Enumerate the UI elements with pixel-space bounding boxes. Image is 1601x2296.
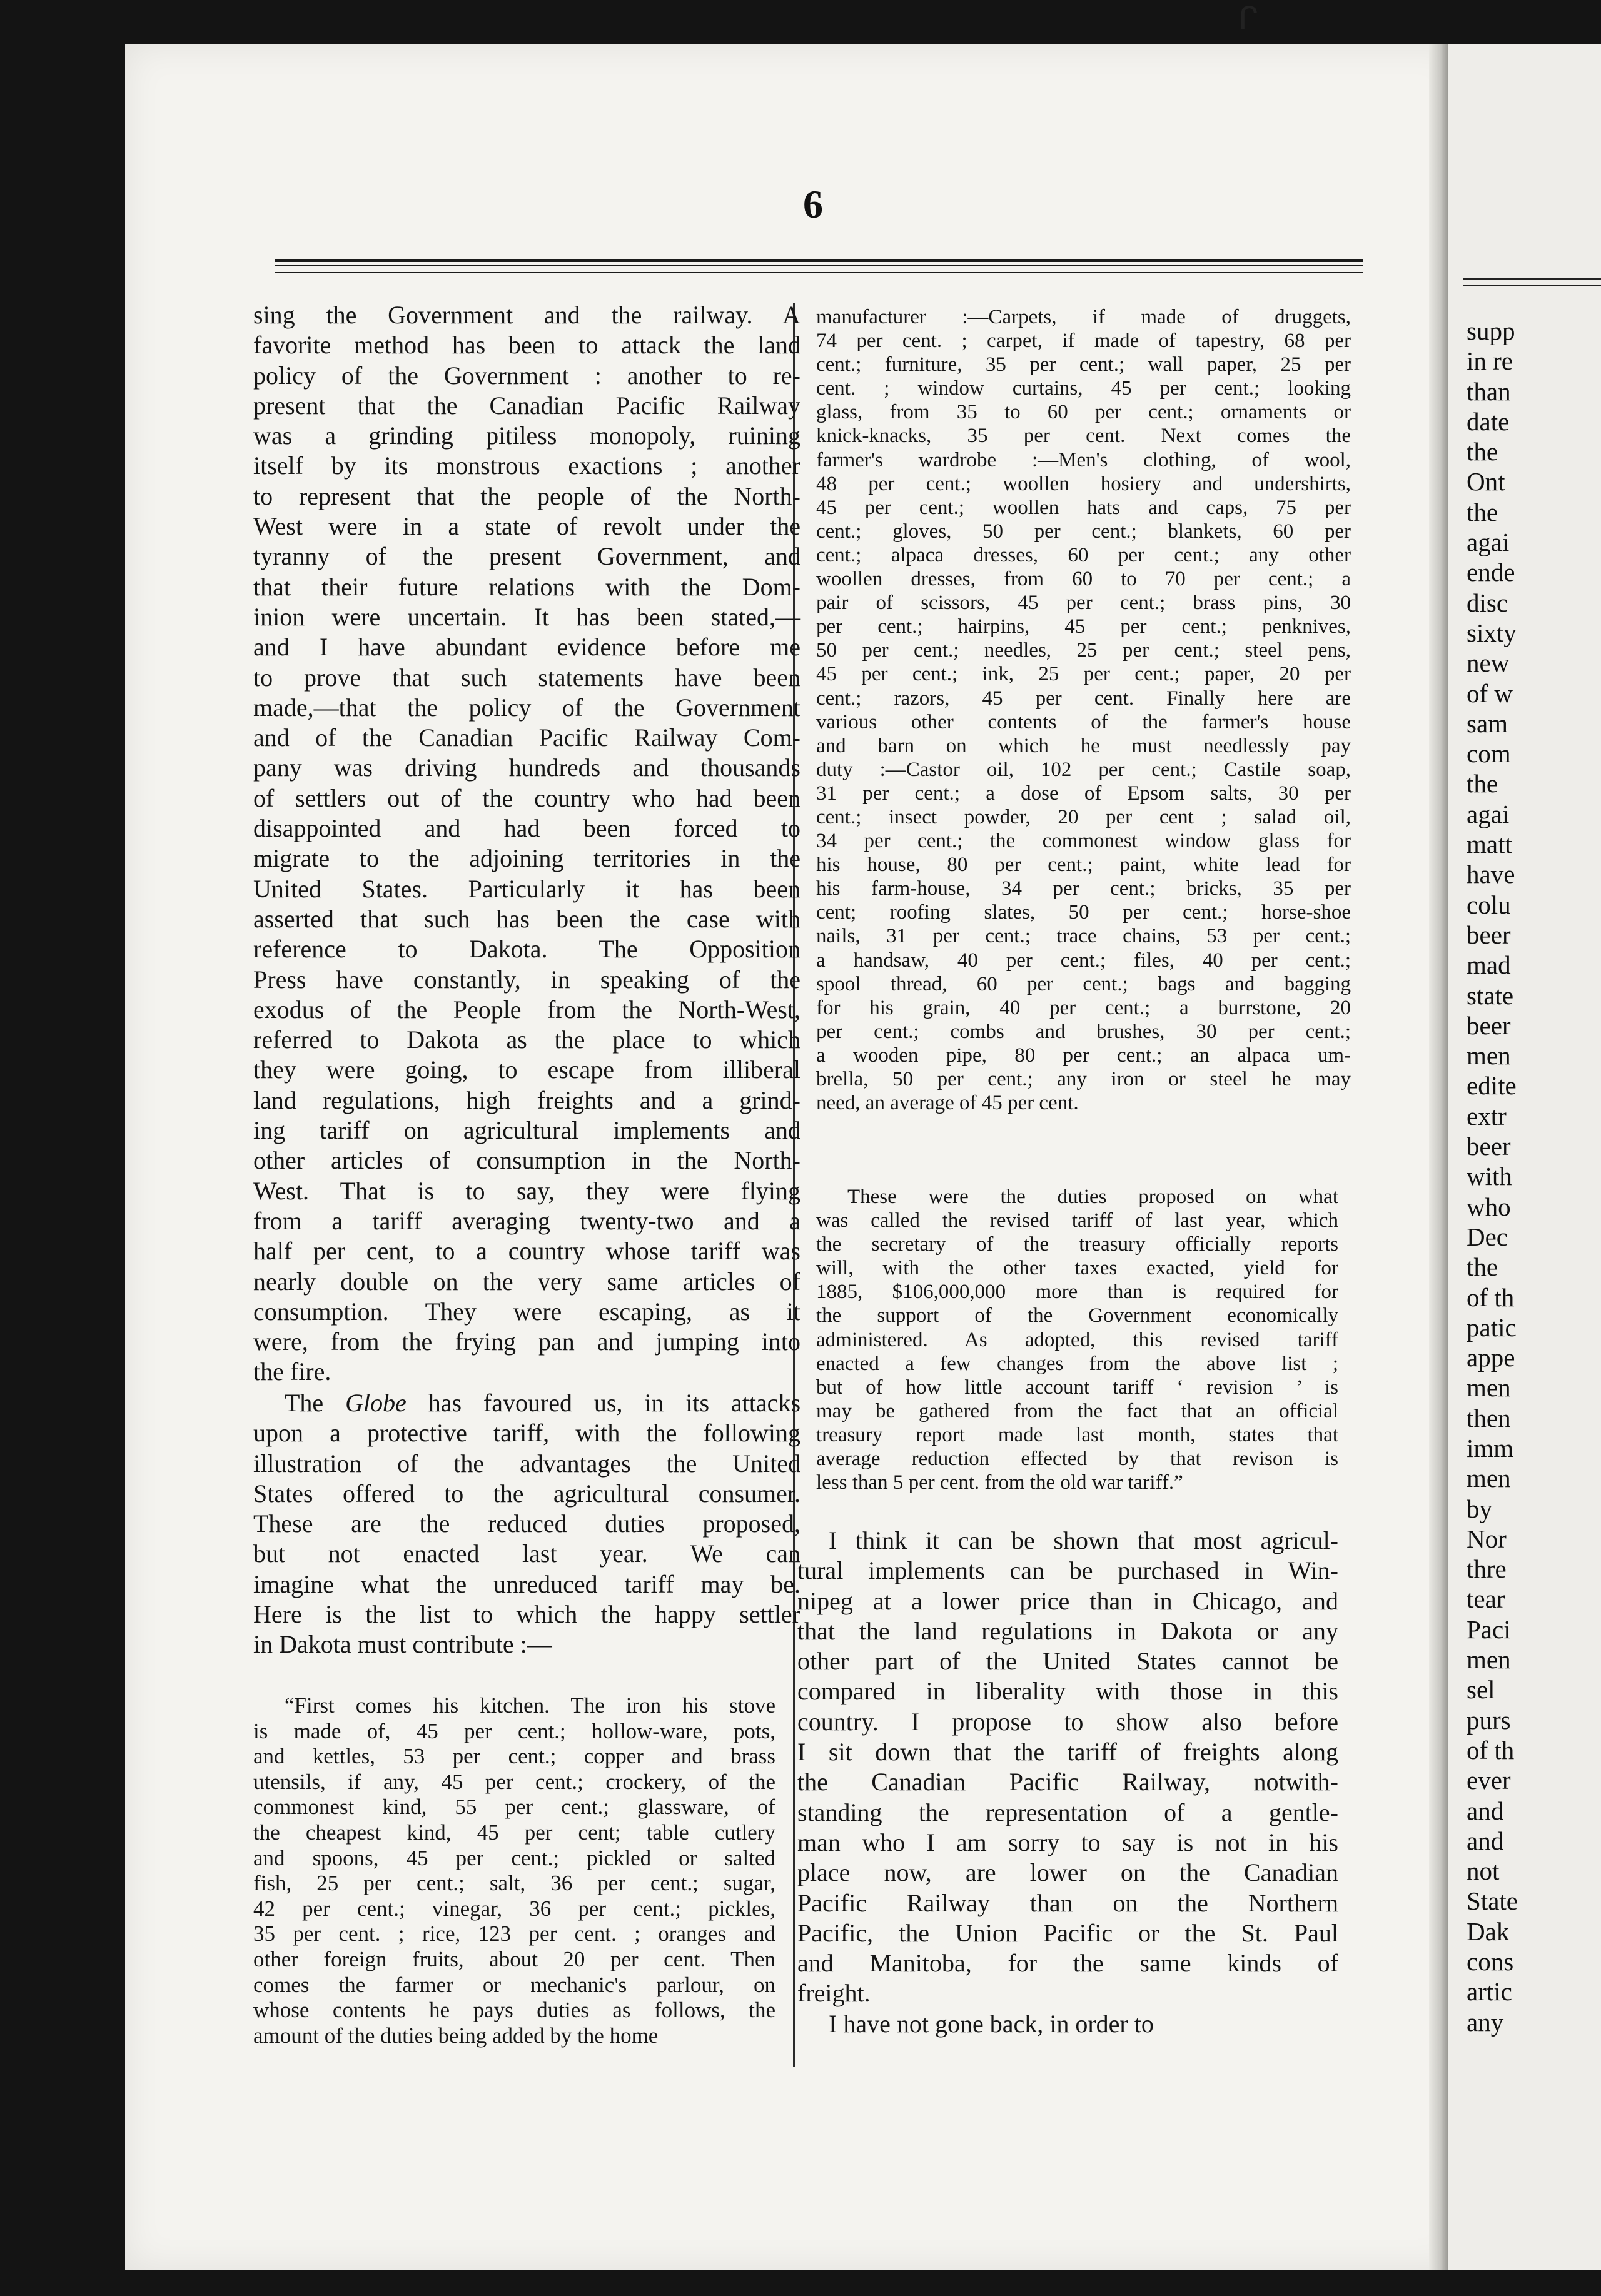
next-page-fragment: of th bbox=[1467, 1282, 1515, 1312]
text-line: the Canadian Pacific Railway, notwith- bbox=[797, 1768, 1338, 1796]
text-line: man who I am sorry to say is not in his bbox=[797, 1828, 1338, 1856]
next-page-fragment: beer bbox=[1467, 1132, 1511, 1161]
text-line: a wooden pipe, 80 per cent.; an alpaca um- bbox=[816, 1044, 1351, 1067]
text-line: United States. Particularly it has been bbox=[253, 874, 800, 903]
next-page-fragment: new bbox=[1467, 648, 1510, 678]
text-line: consumption. They were escaping, as it bbox=[253, 1297, 800, 1326]
text-line: his house, 80 per cent.; paint, white lead for bbox=[816, 853, 1351, 877]
next-page-fragment: mad bbox=[1467, 950, 1511, 980]
next-page-fragment: imm bbox=[1467, 1433, 1514, 1463]
next-page-fragment: and bbox=[1467, 1826, 1504, 1855]
text-line: place now, are lower on the Canadian bbox=[797, 1858, 1338, 1887]
text-line: West were in a state of revolt under the bbox=[253, 512, 800, 541]
text-line: whose contents he pays duties as follows, the bbox=[253, 1998, 775, 2023]
text-line: disappointed and had been forced to bbox=[253, 814, 800, 843]
text-line: country. I propose to show also before bbox=[797, 1707, 1338, 1736]
next-page-fragment: matt bbox=[1467, 830, 1512, 859]
next-page-fragment: beer bbox=[1467, 920, 1511, 949]
text-line: and kettles, 53 per cent.; copper and brass bbox=[253, 1744, 775, 1769]
corner-mark: ᒋ bbox=[1238, 0, 1258, 36]
next-page-fragment: Paci bbox=[1467, 1614, 1511, 1644]
text-line: the fire. bbox=[253, 1357, 331, 1386]
text-line: asserted that such has been the case with bbox=[253, 904, 800, 933]
next-page-fragment: not bbox=[1467, 1856, 1500, 1886]
next-page-fragment: com bbox=[1467, 739, 1511, 768]
text-line: West. That is to say, they were flying bbox=[253, 1176, 800, 1205]
text-line: tyranny of the present Government, and bbox=[253, 542, 800, 571]
text-line: other articles of consumption in the North- bbox=[253, 1146, 800, 1175]
text-line: that their future relations with the Dom- bbox=[253, 572, 800, 601]
next-page-fragment: agai bbox=[1467, 528, 1510, 557]
text-line: reference to Dakota. The Opposition bbox=[253, 935, 800, 964]
next-page-fragment: then bbox=[1467, 1403, 1511, 1432]
text-line: 48 per cent.; woollen hosiery and undershirts, bbox=[816, 472, 1351, 495]
next-page-fragment: supp bbox=[1467, 316, 1515, 345]
text-line: 45 per cent.; ink, 25 per cent.; paper, 20 per bbox=[816, 663, 1351, 686]
next-page-fragment: colu bbox=[1467, 890, 1511, 919]
next-page-fragment: agai bbox=[1467, 799, 1510, 828]
next-page-fragment: have bbox=[1467, 860, 1515, 889]
next-page-fragment: of w bbox=[1467, 678, 1513, 708]
next-page-fragment: date bbox=[1467, 406, 1510, 436]
text-line: Here is the list to which the happy settler bbox=[253, 1600, 800, 1629]
header-rule bbox=[275, 259, 1363, 273]
text-line: comes the farmer or mechanic's parlour, on bbox=[253, 1972, 775, 1997]
text-line: freight. bbox=[797, 1979, 871, 2008]
globe-paragraph bbox=[253, 1388, 800, 1660]
text-line: nails, 31 per cent.; trace chains, 53 per cent.; bbox=[816, 925, 1351, 948]
next-page-rule bbox=[1463, 278, 1601, 286]
text-line: and of the Canadian Pacific Railway Com- bbox=[253, 723, 800, 752]
right-column-duties bbox=[816, 1185, 1338, 1494]
text-line: need, an average of 45 per cent. bbox=[816, 1092, 1079, 1115]
next-page-fragment: by bbox=[1467, 1494, 1492, 1523]
text-line: for his grain, 40 per cent.; a burrstone, 20 bbox=[816, 996, 1351, 1019]
text-line: 45 per cent.; woollen hats and caps, 75 per bbox=[816, 496, 1351, 519]
text-line: These are the reduced duties proposed, bbox=[253, 1509, 800, 1538]
text-line: itself by its monstrous exactions ; another bbox=[253, 451, 800, 480]
next-page-fragment: who bbox=[1467, 1192, 1511, 1221]
text-line: Pacific, the Union Pacific or the St. Paul bbox=[797, 1918, 1338, 1947]
text-line: present that the Canadian Pacific Railway bbox=[253, 391, 800, 420]
text-line: Pacific Railway than on the Northern bbox=[797, 1888, 1338, 1917]
text-line: 74 per cent. ; carpet, if made of tapestry, 68 per bbox=[816, 330, 1351, 353]
text-line: from a tariff averaging twenty-two and a bbox=[253, 1206, 800, 1235]
text-line: Press have constantly, in speaking of the bbox=[253, 965, 800, 994]
next-page-fragment: beer bbox=[1467, 1010, 1511, 1040]
next-page-fragment: the bbox=[1467, 497, 1498, 526]
text-line: ing tariff on agricultural implements and bbox=[253, 1116, 800, 1145]
text-line: “First comes his kitchen. The iron his stove bbox=[285, 1693, 775, 1718]
text-line: 31 per cent.; a dose of Epsom salts, 30 per bbox=[816, 782, 1351, 805]
next-page-fragment: Dak bbox=[1467, 1916, 1510, 1946]
next-page-fragment: with bbox=[1467, 1162, 1512, 1191]
text-line: average reduction effected by that revison is bbox=[816, 1448, 1338, 1471]
text-line: These were the duties proposed on what bbox=[847, 1186, 1338, 1208]
text-line: illustration of the advantages the United bbox=[253, 1449, 800, 1478]
text-line: compared in liberality with those in this bbox=[797, 1677, 1338, 1706]
text-line: duty :—Castor oil, 102 per cent.; Castile soap, bbox=[816, 758, 1351, 781]
page-number: 6 bbox=[803, 182, 823, 226]
next-page-fragment: ende bbox=[1467, 558, 1515, 587]
next-page-fragment: men bbox=[1467, 1373, 1511, 1402]
text-line: States offered to the agricultural consumer. bbox=[253, 1479, 800, 1508]
next-page-fragment: the bbox=[1467, 769, 1498, 798]
next-page-fragment: cons bbox=[1467, 1947, 1514, 1976]
text-line: made,—that the policy of the Government bbox=[253, 693, 800, 722]
text-line: nipeg at a lower price than in Chicago, and bbox=[797, 1586, 1338, 1615]
text-line: pany was driving hundreds and thousands bbox=[253, 753, 800, 782]
text-line: but of how little account tariff ‘ revision ’ is bbox=[816, 1376, 1338, 1399]
text-line: cent.; furniture, 35 per cent.; wall paper, 25 per bbox=[816, 353, 1351, 376]
next-page-fragment: thre bbox=[1467, 1554, 1507, 1584]
text-line: woollen dresses, from 60 to 70 per cent.; a bbox=[816, 568, 1351, 591]
left-column-body bbox=[253, 300, 800, 1387]
text-line: fish, 25 per cent.; salt, 36 per cent.; sugar, bbox=[253, 1871, 775, 1896]
text-line: to represent that the people of the North- bbox=[253, 481, 800, 510]
text-line: the cheapest kind, 45 per cent; table cutlery bbox=[253, 1820, 775, 1845]
text-line: favorite method has been to attack the land bbox=[253, 331, 800, 360]
text-line: standing the representation of a gentle- bbox=[797, 1798, 1338, 1826]
text-line: cent.; alpaca dresses, 60 per cent.; any other bbox=[816, 543, 1351, 566]
globe-title: Globe bbox=[345, 1389, 407, 1417]
next-page-fragment: any bbox=[1467, 2007, 1504, 2037]
next-page-fragment: the bbox=[1467, 437, 1498, 466]
next-page-fragment: patic bbox=[1467, 1312, 1517, 1342]
next-page-fragment: men bbox=[1467, 1645, 1511, 1674]
text-line: spool thread, 60 per cent.; bags and bagging bbox=[816, 972, 1351, 995]
text-line: pair of scissors, 45 per cent.; brass pins, 30 bbox=[816, 592, 1351, 615]
text-line: to prove that such statements have been bbox=[253, 663, 800, 692]
text-line: cent.; insect powder, 20 per cent ; salad oil, bbox=[816, 805, 1351, 828]
text-line: is made of, 45 per cent.; hollow-ware, pots, bbox=[253, 1718, 775, 1743]
text-line: 50 per cent.; needles, 25 per cent.; steel pens, bbox=[816, 639, 1351, 662]
next-page-fragment: the bbox=[1467, 1252, 1498, 1282]
next-page-fragment: Dec bbox=[1467, 1222, 1508, 1251]
text-line: administered. As adopted, this revised tariff bbox=[816, 1328, 1338, 1351]
text-line: tural implements can be purchased in Win- bbox=[797, 1556, 1338, 1585]
text-line: other part of the United States cannot be bbox=[797, 1647, 1338, 1676]
next-page-fragments bbox=[1467, 316, 1601, 2037]
page-fold-shadow bbox=[1429, 44, 1448, 2270]
next-page-fragment: tear bbox=[1467, 1584, 1505, 1614]
text-line: but not enacted last year. We can bbox=[253, 1539, 800, 1568]
next-page-fragment: disc bbox=[1467, 588, 1508, 617]
next-page-fragment: and bbox=[1467, 1796, 1504, 1825]
text-line: will, with the other taxes exacted, yield for bbox=[816, 1257, 1338, 1280]
next-page-fragment: artic bbox=[1467, 1977, 1512, 2006]
text-line: policy of the Government : another to re- bbox=[253, 361, 800, 390]
text-line: glass, from 35 to 60 per cent.; ornaments or bbox=[816, 401, 1351, 424]
next-page-fragment: appe bbox=[1467, 1343, 1515, 1372]
text-line: nearly double on the very same articles of bbox=[253, 1267, 800, 1296]
text-line: referred to Dakota as the place to which bbox=[253, 1025, 800, 1054]
text-line: that the land regulations in Dakota or any bbox=[797, 1616, 1338, 1645]
text-line: per cent.; combs and brushes, 30 per cent.; bbox=[816, 1020, 1351, 1043]
text-line: and barn on which he must needlessly pay bbox=[816, 734, 1351, 757]
text-line: 34 per cent.; the commonest window glass for bbox=[816, 830, 1351, 853]
next-page-fragment: ever bbox=[1467, 1766, 1511, 1795]
text-line: other foreign fruits, about 20 per cent. Then bbox=[253, 1946, 775, 1971]
next-page-fragment: state bbox=[1467, 980, 1514, 1010]
text-line: farmer's wardrobe :—Men's clothing, of wool, bbox=[816, 448, 1351, 471]
next-page-fragment: than bbox=[1467, 376, 1511, 406]
text-line: knick-knacks, 35 per cent. Next comes the bbox=[816, 425, 1351, 448]
text-line: exodus of the People from the North-West, bbox=[253, 995, 800, 1024]
text-line: enacted a few changes from the above list ; bbox=[816, 1352, 1338, 1375]
text-line: sing the Government and the railway. A bbox=[253, 301, 800, 329]
text-line: manufacturer :—Carpets, if made of druggets, bbox=[816, 306, 1351, 328]
text-line: the support of the Government economically bbox=[816, 1304, 1338, 1327]
next-page-fragment: edite bbox=[1467, 1071, 1517, 1100]
next-page-fragment: Ont bbox=[1467, 467, 1505, 496]
text-line: and spoons, 45 per cent.; pickled or salted bbox=[253, 1845, 775, 1870]
text-line: half per cent, to a country whose tariff was bbox=[253, 1237, 800, 1266]
text-line: imagine what the unreduced tariff may be. bbox=[253, 1569, 800, 1598]
text-line: 42 per cent.; vinegar, 36 per cent.; pickles, bbox=[253, 1896, 775, 1921]
text-line: less than 5 per cent. from the old war tariff.” bbox=[816, 1471, 1183, 1494]
globe-first-line: The Globe has favoured us, in its attacks bbox=[285, 1389, 801, 1417]
text-line: may be gathered from the fact that an official bbox=[816, 1399, 1338, 1422]
left-column-quote bbox=[253, 1693, 775, 2048]
next-page-fragment: men bbox=[1467, 1041, 1511, 1070]
text-line: they were going, to escape from illiberal bbox=[253, 1055, 800, 1084]
text-line: cent; roofing slates, 50 per cent.; horse-shoe bbox=[816, 901, 1351, 924]
text-line: cent. ; window curtains, 45 per cent.; looking bbox=[816, 377, 1351, 400]
next-page-fragment: Nor bbox=[1467, 1524, 1507, 1553]
text-line: I have not gone back, in order to bbox=[829, 2009, 1154, 2038]
next-page-fragment: sel bbox=[1467, 1675, 1495, 1704]
text-line: was a grinding pitiless monopoly, ruining bbox=[253, 421, 800, 450]
text-line: 35 per cent. ; rice, 123 per cent. ; oranges and bbox=[253, 1921, 775, 1946]
next-page-fragment: of th bbox=[1467, 1735, 1515, 1765]
text-line: commonest kind, 55 per cent.; glassware, of bbox=[253, 1795, 775, 1820]
text-line: and Manitoba, for the same kinds of bbox=[797, 1949, 1338, 1978]
text-line: was called the revised tariff of last year, which bbox=[816, 1209, 1338, 1232]
text-line: per cent.; hairpins, 45 per cent.; penknives, bbox=[816, 615, 1351, 638]
text-line: of settlers out of the country who had been bbox=[253, 783, 800, 812]
right-column-quote bbox=[816, 305, 1351, 1115]
text-line: land regulations, high freights and a grind- bbox=[253, 1085, 800, 1114]
text-line: were, from the frying pan and jumping into bbox=[253, 1327, 800, 1356]
text-line: treasury report made last month, states that bbox=[816, 1423, 1338, 1446]
text-line: cent.; razors, 45 per cent. Finally here are bbox=[816, 687, 1351, 710]
next-page-fragment: State bbox=[1467, 1886, 1518, 1916]
next-page-fragment: men bbox=[1467, 1464, 1511, 1493]
text-line: migrate to the adjoining territories in the bbox=[253, 844, 800, 873]
next-page-fragment: extr bbox=[1467, 1101, 1507, 1130]
text-line: a handsaw, 40 per cent.; files, 40 per cent.; bbox=[816, 949, 1351, 972]
text-line: and I have abundant evidence before me bbox=[253, 633, 800, 662]
text-line: various other contents of the farmer's house bbox=[816, 710, 1351, 733]
text-line: amount of the duties being added by the home bbox=[253, 2023, 659, 2048]
text-line: in Dakota must contribute :— bbox=[253, 1630, 552, 1659]
text-line: I sit down that the tariff of freights along bbox=[797, 1738, 1338, 1766]
text-line: utensils, if any, 45 per cent.; crockery, of the bbox=[253, 1769, 775, 1794]
next-page-fragment: in re bbox=[1467, 346, 1513, 376]
text-line: his farm-house, 34 per cent.; bricks, 35 per bbox=[816, 877, 1351, 900]
next-page-fragment: sam bbox=[1467, 708, 1508, 738]
text-line: upon a protective tariff, with the following bbox=[253, 1419, 800, 1448]
right-column-body bbox=[797, 1526, 1338, 2039]
next-page-fragment: purs bbox=[1467, 1705, 1511, 1735]
text-line: 1885, $106,000,000 more than is required for bbox=[816, 1281, 1338, 1304]
text-line: inion were uncertain. It has been stated,— bbox=[253, 602, 800, 631]
text-line: the secretary of the treasury officially reports bbox=[816, 1233, 1338, 1256]
text-line: I think it can be shown that most agricul- bbox=[829, 1526, 1338, 1554]
text-line: brella, 50 per cent.; any iron or steel he may bbox=[816, 1068, 1351, 1090]
next-page-fragment: sixty bbox=[1467, 618, 1517, 647]
text-line: cent.; gloves, 50 per cent.; blankets, 60 per bbox=[816, 520, 1351, 543]
